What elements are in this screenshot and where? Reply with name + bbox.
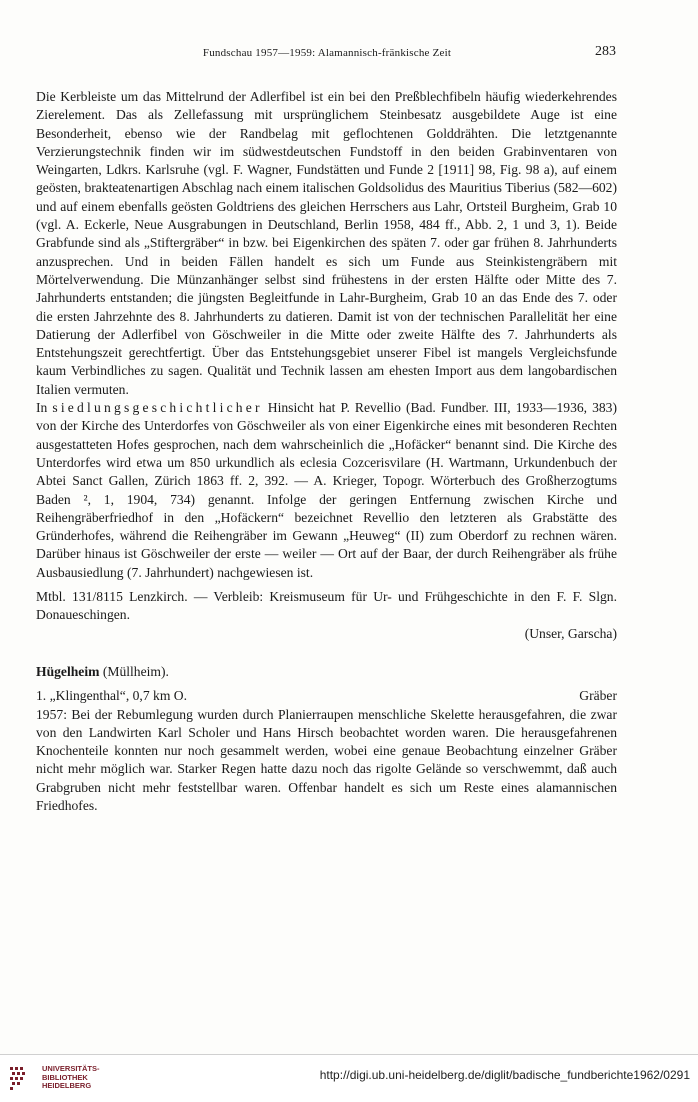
footer-bar bbox=[0, 1054, 698, 1102]
mtbl-text: Mtbl. 131/8115 Lenzkirch. — Verbleib: Kreismuseum für Ur- und Frühgeschichte in den F. F. Slgn. Donaueschingen. bbox=[36, 589, 617, 623]
entry-1-label: 1. „Klingenthal“, 0,7 km O. bbox=[36, 688, 188, 704]
logo-line-1: UNIVERSITÄTS- bbox=[42, 1064, 100, 1074]
logo-line-3: HEIDELBERG bbox=[42, 1081, 92, 1091]
page-number: 283 bbox=[595, 44, 616, 59]
section-heading bbox=[36, 663, 617, 681]
page-url-link[interactable]: http://digi.ub.uni-heidelberg.de/diglit/badische_fundberichte1962/0291 bbox=[319, 1068, 690, 1082]
spaced-keyword: siedlungsgeschichtlicher bbox=[52, 400, 263, 416]
paragraph-adlerfibel: Die Kerbleiste um das Mittelrund der Adlerfibel ist ein bei den Preßblechfibeln häufig wiederkehrendes Zierelement. Das als Zellefassung mit ursprünglichem Steinbesatz ausgebildete Auge ist eine Besonderheit, ebenso wie der Randbelag mit geflochtenen Golddrähten. Die letztgenannte Verzierungstechnik finden wir im südwestdeutschen Fundstoff in den beiden Grabinventaren von Weingarten, Ldkrs. Karlsruhe (vgl. F. Wagner, Fundstätten und Funde 2 [1911] 98, Fig. 98 a), auf einem geösten, brakteatenartigen Abschlag nach einem italischen Goldsolidus des Mauritius Tiberius (582—602) und auf einem ebenfalls geösten Goldtriens des gleichen Herrschers aus Lahr, Ortsteil Burgheim, Grab 10 (vgl. A. Eckerle, Neue Ausgrabungen in Deutschland, Berlin 1958, 484 ff., Abb. 2, 1 und 3, 1). Beide Grabfunde sind als „Stiftergräber“ in bzw. bei Eigenkirchen des späten 7. oder gar frühen 8. Jahrhunderts anzusprechen. Und in beiden Fällen handelt es sich um Funde aus Steinkistengräbern mit Mörtelverwendung. Die Münzanhänger selbst sind frühestens in der ersten Hälfte oder Mitte des 7. Jahrhunderts entstanden; die jüngsten Begleitfunde in Lahr-Burgheim, Grab 10 an das Ende des 7. oder die ersten Jahrzehnte des 8. Jahrhunderts zu datieren. Damit ist von der technischen Parallelität her eine Datierung der Adlerfibel von Göschweiler in die Mitte oder zweite Hälfte des 7. Jahrhunderts als Entstehungszeit gerechtfertigt. Über das Entstehungsgebiet unserer Fibel ist mangels Vergleichsfunde kaum Verbindliches zu sagen. Qualität und Technik lassen am ehesten Import aus dem langobardischen Italien vermuten. bbox=[36, 89, 617, 397]
library-logo-text bbox=[42, 1065, 100, 1091]
entry-1-type: Gräber bbox=[579, 688, 617, 704]
section-heading-place: Hügelheim bbox=[36, 663, 100, 679]
running-head: Fundschau 1957—1959: Alamannisch-fränkische Zeit bbox=[202, 47, 452, 59]
entry-1-text: 1957: Bei der Rebumlegung wurden durch Planierraupen menschliche Skelette herausgefahren, die zwar von den Landwirten Karl Scholer und Hans Hirsch beobachtet worden waren. Die herausgefahrenen Knochenteile konnten nur noch gesammelt werden, wobei eine genaue Beobachtung einzelner Gräber nicht mehr möglich war. Starker Regen hatte dazu noch das rigolte Gelände so verschwemmt, daß auch Grabgruben nicht mehr feststellbar waren. Offenbar handelt es sich um Reste eines alamannischen Friedhofes. bbox=[36, 706, 617, 813]
paragraph-lead: In bbox=[36, 400, 53, 416]
mtbl-authors-row bbox=[36, 625, 617, 643]
library-logo-icon bbox=[8, 1063, 38, 1093]
body-text bbox=[36, 88, 617, 815]
library-logo[interactable] bbox=[8, 1063, 100, 1093]
paragraph-siedlung bbox=[36, 399, 617, 582]
logo-line-2: BIBLIOTHEK bbox=[42, 1072, 88, 1082]
mtbl-line bbox=[36, 588, 617, 625]
paragraph-siedlung-text: Hinsicht hat P. Revellio (Bad. Fundber. III, 1933—1936, 383) von der Kirche des Unterdorfes von Göschweiler als von einer Eigenkirche eines mit besonderen Rechten ausgestatteten Hofes gesprochen, nach dem wahrscheinlich die „Hofäcker“ benannt sind. Die Kirche des Unterdorfes wird etwa um 850 urkundlich als eclesia Cozcerisvilare (H. Wartmann, Urkundenbuch der Abtei Sanct Gallen, Zürich 1863 ff. 2, 392. — A. Krieger, Topogr. Wörterbuch des Großherzogtums Baden ², 1, 1904, 734) genannt. Infolge der geringen Entfernung zwischen Kirche und Reihengräberfriedhof in den „Hofäckern“ bezeichnet Revellio den letzteren als Grabstätte des Gründerhofes, während die Reihengräber im Gewann „Heuweg“ (II) zum Oberdorf zu rechnen wären. Darüber hinaus ist Göschweiler der erste — weiler — Ort auf der Baar, der durch Reihengräber als frühe Ausbausiedlung (7. Jahrhundert) nachgewiesen ist. bbox=[36, 400, 617, 580]
entry-1-row bbox=[36, 687, 617, 705]
mtbl-authors: (Unser, Garscha) bbox=[524, 625, 617, 641]
section-heading-district: (Müllheim). bbox=[99, 663, 169, 679]
